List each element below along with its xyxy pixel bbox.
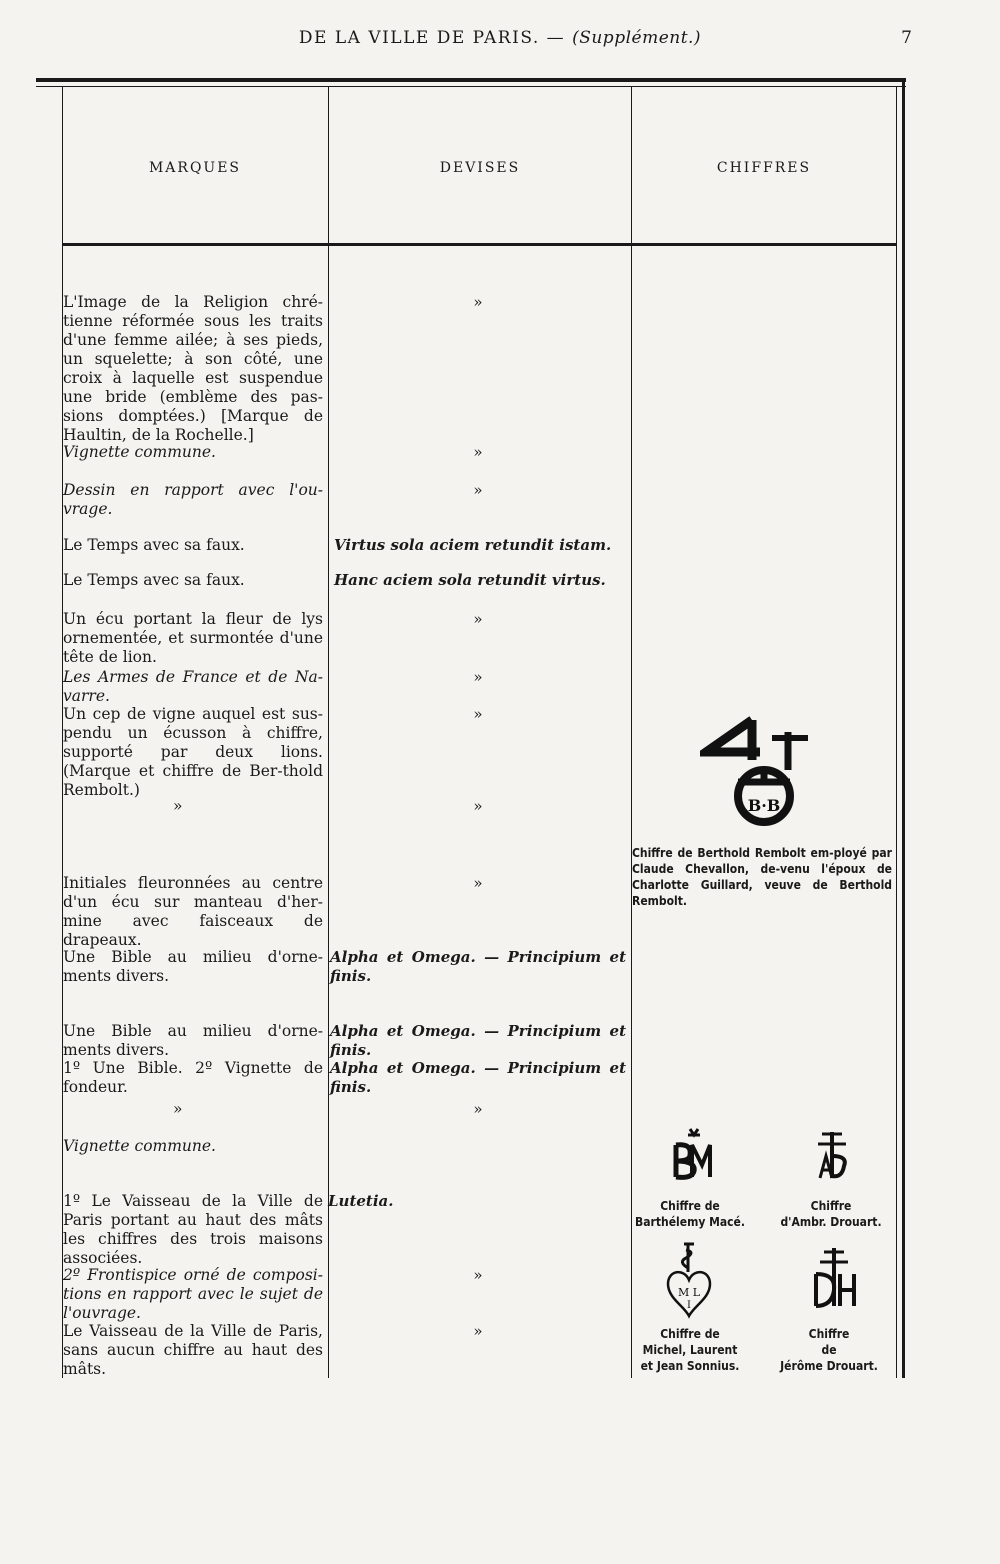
caption-line: de <box>821 1343 837 1357</box>
column-header-devises: DEVISES <box>439 160 521 176</box>
devise-entry: » <box>473 874 483 892</box>
devise-entry: » <box>473 1100 483 1118</box>
drouart-ambr-chiffre-mark <box>812 1130 852 1184</box>
devise-entry: » <box>473 1266 483 1284</box>
marque-entry: Un cep de vigne auquel est sus-pendu un écusson à chiffre, supporté par deux lions. (Marque et chiffre de Ber-thold Rembolt.) <box>63 705 323 799</box>
svg-text:I: I <box>687 1300 691 1311</box>
devise-entry: » <box>473 1322 483 1340</box>
marque-entry: » <box>173 797 183 815</box>
marque-entry: 1º Une Bible. 2º Vignette de fondeur. <box>63 1059 323 1096</box>
rembolt-chiffre-mark <box>700 712 820 832</box>
devise-entry: Hanc aciem sola retundit virtus. <box>334 571 606 589</box>
sonnius-caption <box>620 1326 760 1374</box>
top-rule <box>36 78 906 82</box>
right-border-inner <box>896 86 897 1378</box>
caption-line: Barthélemy Macé. <box>635 1215 745 1229</box>
caption-line: Chiffre de <box>660 1199 720 1213</box>
mace-caption <box>624 1198 756 1230</box>
page-number: 7 <box>901 28 912 48</box>
devise-entry: » <box>473 610 483 628</box>
marque-entry: L'Image de la Religion chré-tienne réformée sous les traits d'une femme ailée; à ses pieds, un squelette; à son côté, une croix à laquelle est suspendue une bride (emblème des pas-sions domptées.) [Marque de Haultin, de la Rochelle.] <box>63 293 323 444</box>
marque-entry: » <box>173 1100 183 1118</box>
header-rule <box>62 243 896 246</box>
caption-line: Chiffre <box>808 1327 850 1341</box>
caption-line: Chiffre de <box>660 1327 720 1341</box>
caption-line: Chiffre <box>810 1199 852 1213</box>
column-header-marques: MARQUES <box>148 160 242 176</box>
devise-entry: » <box>473 705 483 723</box>
col-divider-3 <box>631 86 632 1378</box>
caption-line: d'Ambr. Drouart. <box>780 1215 882 1229</box>
mace-chiffre-mark <box>668 1125 718 1183</box>
top-rule-thin <box>36 86 906 87</box>
marque-text: 2º Frontispice orné de composi-tions en rapport avec le sujet de l'ouvrage. <box>63 1266 323 1322</box>
devise-entry: Virtus sola aciem retundit istam. <box>334 536 612 554</box>
running-head <box>0 28 1000 48</box>
marque-text: Vignette commune. <box>63 1137 216 1155</box>
drouart-jerome-caption <box>762 1326 896 1374</box>
marque-entry: Une Bible au milieu d'orne-ments divers. <box>63 948 323 985</box>
devise-entry: Alpha et Omega. — Principium et finis. <box>330 1022 626 1059</box>
marque-entry: Le Temps avec sa faux. <box>63 571 245 589</box>
drouart-jerome-chiffre-mark <box>810 1246 860 1312</box>
caption-line: Michel, Laurent <box>642 1343 738 1357</box>
devise-entry: Alpha et Omega. — Principium et finis. <box>330 948 626 985</box>
devise-entry: » <box>473 481 483 499</box>
marque-entry: Initiales fleuronnées au centre d'un écu sur manteau d'her-mine avec faisceaux de drapeaux. <box>63 874 323 949</box>
caption-line: et Jean Sonnius. <box>640 1359 740 1373</box>
marque-entry: Un écu portant la fleur de lys ornementée, et surmontée d'une tête de lion. <box>63 610 323 666</box>
marque-entry <box>63 1137 323 1156</box>
marque-entry: Le Vaisseau de la Ville de Paris, sans aucun chiffre au haut des mâts. <box>63 1322 323 1378</box>
right-border <box>902 78 905 1378</box>
marque-entry <box>63 1266 323 1323</box>
running-title: DE LA VILLE DE PARIS. — <box>298 28 566 48</box>
devise-entry: Lutetia. <box>328 1192 394 1210</box>
sonnius-chiffre-mark <box>664 1240 714 1320</box>
devise-entry: » <box>473 668 483 686</box>
caption-line: Jérôme Drouart. <box>780 1359 878 1373</box>
devise-entry: » <box>473 797 483 815</box>
devise-entry: » <box>473 293 483 311</box>
marque-text: Dessin en rapport avec l'ou-vrage. <box>63 481 323 518</box>
col-divider-2 <box>328 86 329 1378</box>
drouart-ambr-caption <box>762 1198 900 1230</box>
marque-entry: 1º Le Vaisseau de la Ville de Paris portant au haut des mâts les chiffres des trois maisons associées. <box>63 1192 323 1267</box>
rembolt-monogram: B·B <box>747 796 781 815</box>
marque-entry: Une Bible au milieu d'orne-ments divers. <box>63 1022 323 1059</box>
svg-text:M L: M L <box>677 1286 701 1299</box>
marque-entry: Le Temps avec sa faux. <box>63 536 245 554</box>
marque-text: Vignette commune. <box>63 443 216 461</box>
column-header-chiffres: CHIFFRES <box>716 160 812 176</box>
rembolt-caption: Chiffre de Berthold Rembolt em-ployé par Claude Chevallon, de-venu l'époux de Charlotte Guillard, veuve de Berthold Rembolt. <box>632 846 892 908</box>
devise-entry: » <box>473 443 483 461</box>
marque-entry <box>63 668 323 706</box>
marque-entry <box>63 481 323 519</box>
devise-entry: Alpha et Omega. — Principium et finis. <box>330 1059 626 1096</box>
marque-text: Les Armes de France et de Na-varre. <box>63 668 323 705</box>
running-title-italic: (Supplément.) <box>572 28 702 48</box>
marque-entry <box>63 443 323 462</box>
